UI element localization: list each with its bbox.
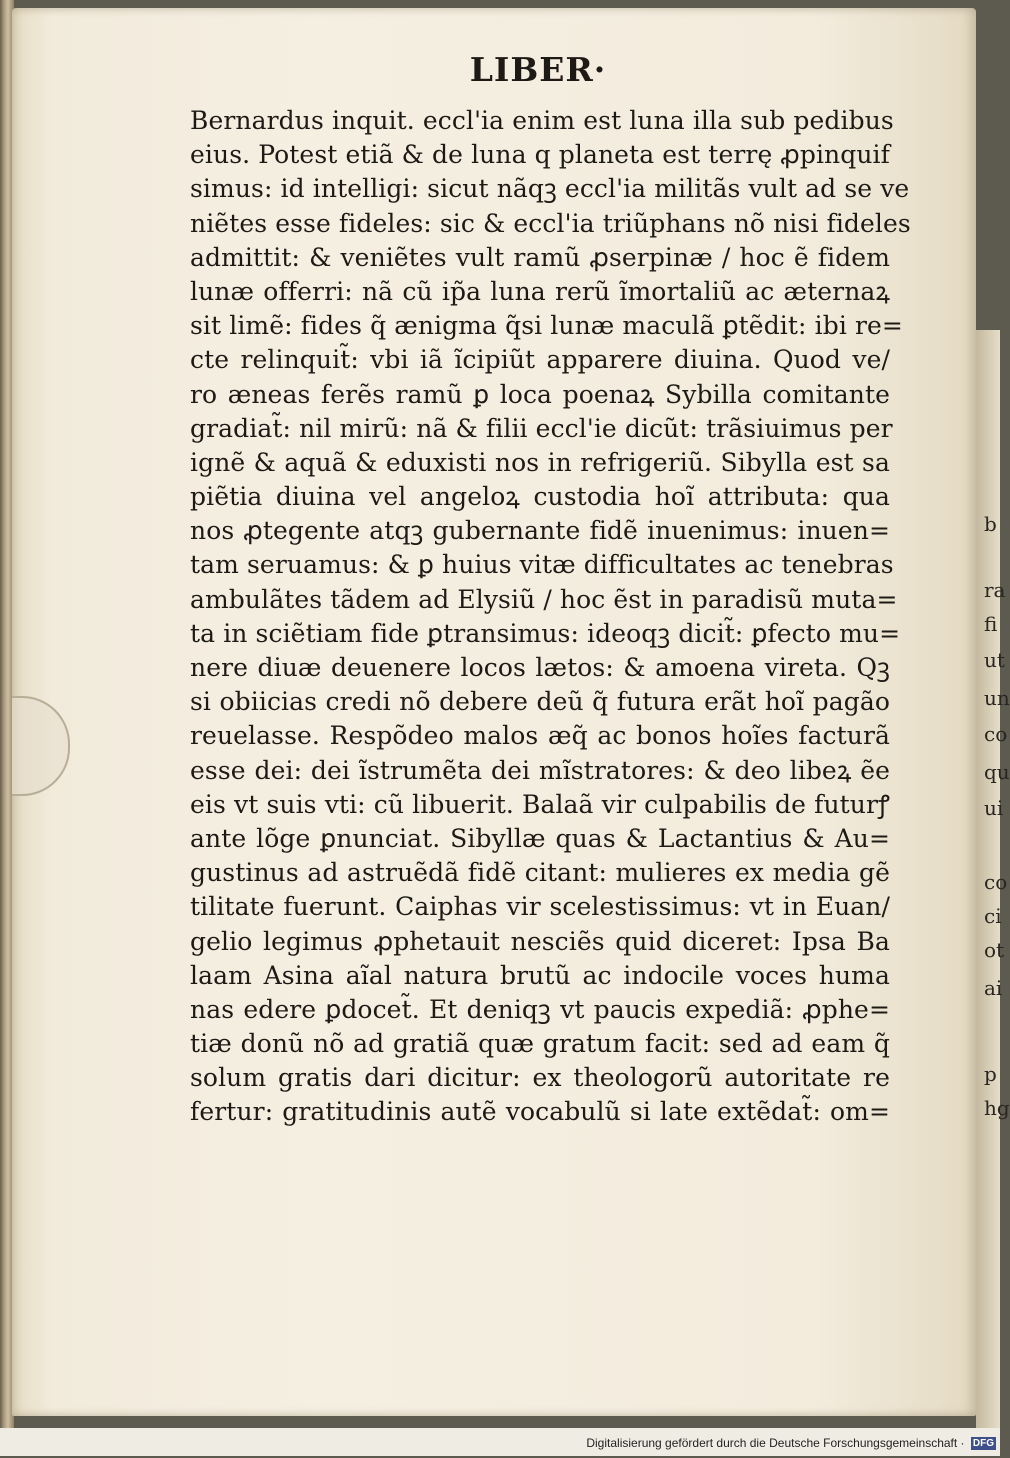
text-line: nere diuæ deuenere locos lætos: & amoena vireta. Qꝫ	[190, 653, 890, 682]
text-line: eius. Potest etiã & de luna q planeta est terrę ꝓpinquif	[190, 140, 890, 170]
right-page-glyph: ut	[984, 648, 1005, 672]
right-page-glyph: b	[984, 512, 997, 536]
page-header: LIBER·	[469, 50, 607, 89]
right-page-glyph: ai	[984, 976, 1003, 1000]
right-page-glyph: ra	[984, 578, 1006, 602]
page-clip	[12, 696, 70, 796]
text-line: Bernardus inquit. eccl'ia enim est luna illa sub pedibus	[190, 106, 894, 135]
right-page-glyph: qu	[984, 760, 1010, 784]
right-page-glyph: ot	[984, 938, 1005, 962]
text-line: tiæ donũ nõ ad gratiã quæ gratum facit: sed ad eam q̃	[190, 1029, 890, 1059]
text-line: laam Asina aĩal natura brutũ ac indocile voces huma	[190, 960, 890, 990]
dfg-logo: DFG	[972, 1438, 994, 1450]
text-line: ante lõge ꝑnunciat. Sibyllæ quas & Lactantius & Au=	[190, 823, 890, 853]
right-page-glyph: co	[984, 870, 1008, 894]
text-line: solum gratis dari dicitur: ex theologorũ autoritate re	[190, 1063, 890, 1093]
right-page-glyph: un	[984, 686, 1010, 710]
text-line: tilitate fuerunt. Caiphas vir scelestissimus: vt in Euan/	[190, 892, 890, 922]
right-page-glyph: fi	[984, 612, 998, 636]
right-page-glyph: hg	[984, 1096, 1010, 1120]
text-line: eis vt suis vti: cũ libuerit. Balaã vir culpabilis de futurꝭ	[190, 789, 890, 819]
text-line: gelio legimus ꝓphetauit nesciẽs quid diceret: Ipsa Ba	[190, 926, 890, 956]
text-line: cte relinquit̃: vbi iã ĩcipiũt apparere diuina. Quod ve/	[190, 345, 890, 375]
text-line: admittit: & veniẽtes vult ramũ ꝓserpinæ / hoc ẽ fidem	[190, 242, 890, 272]
text-line: nos ꝓtegente atqꝫ gubernante fidẽ inuenimus: inuen=	[190, 516, 890, 546]
text-line: reuelasse. Respõdeo malos æq̃ ac bonos hoĩes facturã	[190, 721, 890, 751]
text-line: ignẽ & aquã & eduxisti nos in refrigeriũ. Sibylla est sa	[190, 447, 890, 477]
text-line: piẽtia diuina vel angeloꝝ custodia hoĩ attributa: qua	[190, 482, 890, 512]
footer-text: Digitalisierung gefördert durch die Deutsche Forschungsgemeinschaft	[586, 1436, 958, 1450]
text-line: si obiicias credi nõ debere deũ q̃ futura erãt hoĩ pagão	[190, 687, 890, 717]
footer-credit: Digitalisierung gefördert durch die Deutsche Forschungsgemeinschaft · DFG	[586, 1436, 994, 1450]
text-line: ro æneas ferẽs ramũ ꝑ loca poenaꝝ Sybilla comitante	[190, 379, 890, 409]
text-line: gustinus ad astruẽdã fidẽ citant: mulieres ex media gẽ	[190, 858, 890, 888]
right-page-glyph: ui	[984, 796, 1004, 820]
text-line: simus: id intelligi: sicut nãqꝫ eccl'ia militãs vult ad se ve	[190, 174, 910, 204]
text-line: esse dei: dei ĩstrumẽta dei mĩstratores: & deo libeꝝ ẽe	[190, 755, 890, 785]
text-line: lunæ offerri: nã cũ ip̃a luna rerũ ĩmortaliũ ac æternaꝝ	[190, 276, 890, 306]
right-page-glyph: ci	[984, 904, 1002, 928]
body-text	[190, 104, 911, 1130]
text-line: ambulãtes tãdem ad Elysiũ / hoc ẽst in paradisũ muta=	[190, 584, 898, 614]
text-line: niẽtes esse fideles: sic & eccl'ia triũphans nõ nisi fideles	[190, 208, 911, 238]
right-page-glyph: co	[984, 722, 1008, 746]
text-line: ta in sciẽtiam fide ꝑtransimus: ideoqꝫ dicit̃: ꝑfecto mu=	[190, 618, 901, 648]
text-line: sit limẽ: fides q̃ ænigma q̃si lunæ maculã ꝑtẽdit: ibi re=	[190, 311, 903, 341]
right-page-glyph: p	[984, 1062, 997, 1086]
text-line: nas edere ꝑdocet̃. Et deniqꝫ vt paucis expediã: ꝓphe=	[190, 994, 890, 1024]
text-line: tam seruamus: & ꝑ huius vitæ difficultates ac tenebras	[190, 550, 894, 580]
text-line: gradiat̃: nil mirũ: nã & filii eccl'ie dicũt: trãsiuimus per	[190, 413, 893, 443]
text-line: fertur: gratitudinis autẽ vocabulũ si late extẽdat̃: om=	[190, 1097, 890, 1127]
